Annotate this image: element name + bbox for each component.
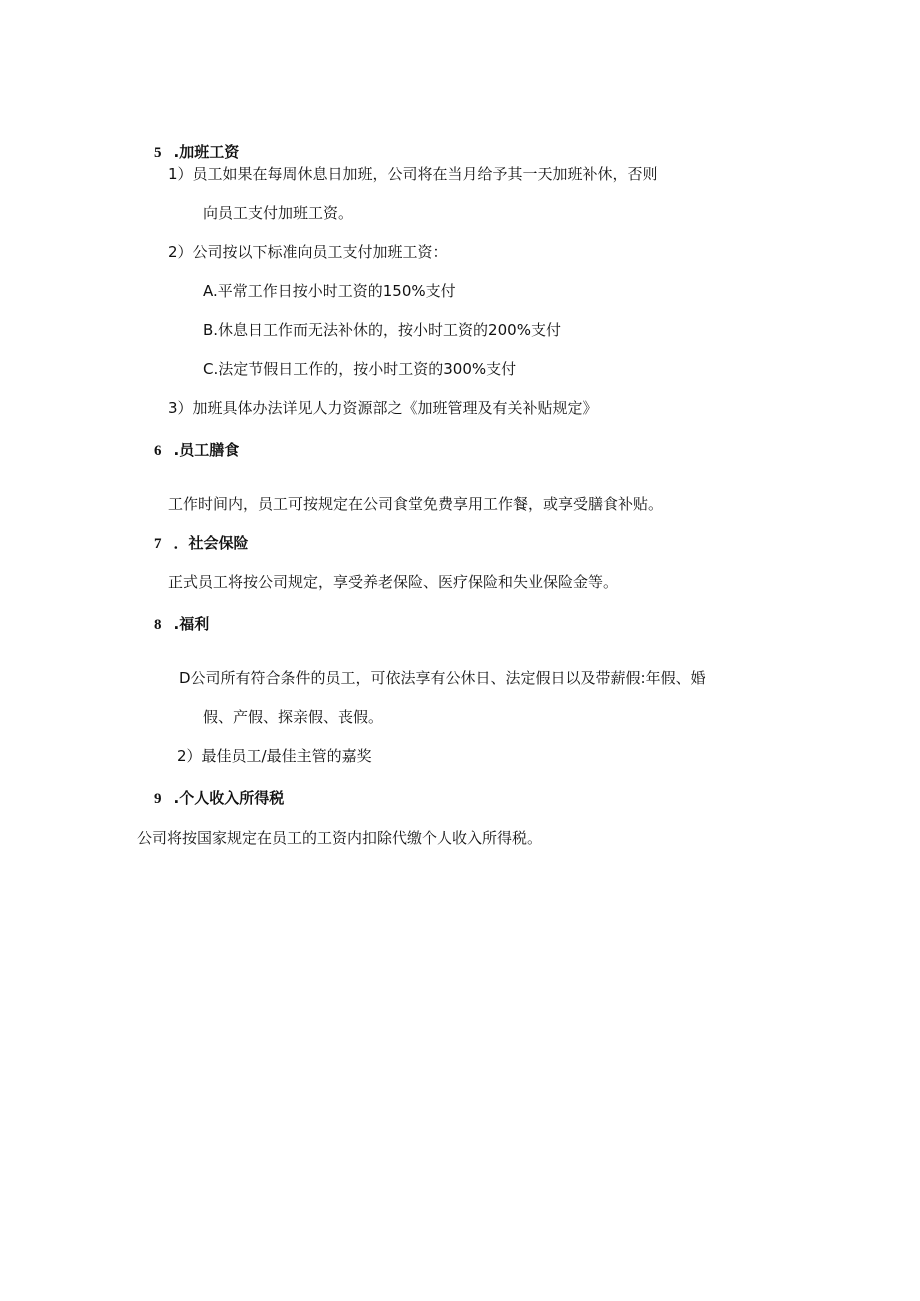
section-5-item-2-c: C.法定节假日工作的，按小时工资的300%支付 <box>203 360 517 378</box>
section-7-number: 7 <box>154 536 162 552</box>
section-8-item-1-line-1: D公司所有符合条件的员工，可依法享有公休日、法定假日以及带薪假:年假、婚 <box>179 669 706 687</box>
section-6-number: 6 <box>154 443 162 459</box>
section-6-title: .员工膳食 <box>173 441 240 459</box>
section-5-item-2: 2）公司按以下标准向员工支付加班工资： <box>168 243 448 261</box>
section-5-item-1-line-1: 1）员工如果在每周休息日加班，公司将在当月给予其一天加班补休，否则 <box>168 165 658 183</box>
section-5-item-3: 3）加班具体办法详见人力资源部之《加班管理及有关补贴规定》 <box>168 399 598 417</box>
section-9-heading <box>154 788 284 809</box>
section-8-heading <box>154 614 209 635</box>
section-6-body: 工作时间内，员工可按规定在公司食堂免费享用工作餐，或享受膳食补贴。 <box>168 495 664 513</box>
section-7-title: ．社会保险 <box>173 534 249 552</box>
section-5-item-1-line-2: 向员工支付加班工资。 <box>203 204 354 222</box>
section-5-item-2-a: A.平常工作日按小时工资的150%支付 <box>203 282 456 300</box>
section-9-number: 9 <box>154 791 162 807</box>
section-6-heading <box>154 440 239 461</box>
section-7-body: 正式员工将按公司规定，享受养老保险、医疗保险和失业保险金等。 <box>168 573 619 591</box>
section-9-title: .个人收入所得税 <box>173 789 285 807</box>
section-8-title: .福利 <box>173 615 210 633</box>
section-5-item-2-b: B.休息日工作而无法补休的，按小时工资的200%支付 <box>203 321 561 339</box>
section-8-number: 8 <box>154 617 162 633</box>
section-5-heading <box>154 142 239 163</box>
section-5-number: 5 <box>154 145 162 161</box>
section-9-body: 公司将按国家规定在员工的工资内扣除代缴个人收入所得税。 <box>137 829 543 847</box>
section-8-item-2: 2）最佳员工/最佳主管的嘉奖 <box>177 747 372 765</box>
section-7-heading <box>154 533 249 554</box>
section-8-item-1-line-2: 假、产假、探亲假、丧假。 <box>203 708 384 726</box>
section-5-title: .加班工资 <box>173 143 240 161</box>
